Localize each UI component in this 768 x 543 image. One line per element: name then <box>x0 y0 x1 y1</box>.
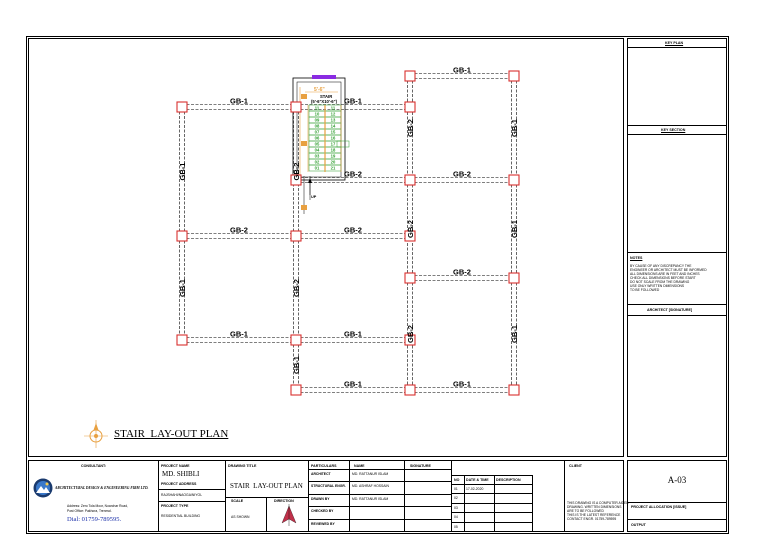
particular-role: ARCHITECT <box>311 472 331 476</box>
step-number: 05 <box>314 141 320 147</box>
project-name-label: PROJECT NAME <box>161 464 190 468</box>
step-number: 11 <box>314 105 320 111</box>
dimension-marker <box>301 94 307 99</box>
key-plan-label: KEY PLAN <box>665 41 684 45</box>
scale-label: SCALE <box>231 499 244 503</box>
divider <box>452 531 532 532</box>
divider <box>159 489 225 490</box>
up-label: UP <box>311 195 317 199</box>
beam-label: GB-1 <box>344 379 362 389</box>
divider <box>532 475 533 531</box>
divider <box>404 461 405 531</box>
revision-header: DESCRIPTION <box>496 478 521 482</box>
note-line: ENGINEER OR ARCHITECT MUST BE INFORMED <box>630 268 707 272</box>
client-notes <box>567 501 629 521</box>
column <box>405 102 415 112</box>
particulars-cell <box>309 461 452 531</box>
column <box>177 231 187 241</box>
step-number: 14 <box>330 123 336 129</box>
project-name: MD. SHIBLI <box>162 470 200 478</box>
note-line: BY CAUSE OF ANY DISCREPANCY THE <box>630 264 692 268</box>
particular-name: MD. RATTANUR ISLAM <box>352 496 389 501</box>
step-number: 12 <box>330 111 336 117</box>
divider <box>628 519 726 520</box>
project-address: RAJSHAHI/NAOGA/NIYOL <box>161 493 203 497</box>
title-block <box>28 460 629 532</box>
step-number: 02 <box>314 159 320 165</box>
revision-number: 04 <box>454 515 458 520</box>
divider <box>452 503 532 504</box>
divider <box>452 512 532 513</box>
beam-label: GB-1 <box>230 96 248 106</box>
beam-label: GB-1 <box>344 96 362 106</box>
revision-header: NO <box>454 478 460 482</box>
step-number: 04 <box>314 147 320 153</box>
column <box>177 102 187 112</box>
address-line: Address: Zero Tola Moor, Noarchar Road, <box>67 504 128 508</box>
divider <box>349 461 350 531</box>
beam-label: GB-2 <box>344 169 362 179</box>
dimension-marker <box>301 141 307 146</box>
column <box>291 335 301 345</box>
drawing-title: STAIR LAY-OUT PLAN <box>230 482 303 490</box>
project-type: RESIDENTIAL BUILDING <box>161 514 201 518</box>
drawing-title-label: DRAWING TITLE <box>228 464 257 468</box>
revision-header: DATE & TIME <box>466 478 489 482</box>
architect-signature-label: ARCHITECT [SIGNATURE] <box>647 308 693 312</box>
step-number: 20 <box>330 159 336 165</box>
beam-label: GB-2 <box>453 267 471 277</box>
beam-label: GB-1 <box>453 379 471 389</box>
column <box>405 175 415 185</box>
step-number: 18 <box>330 147 336 153</box>
address-line: Post Office: Pakhora, Trenmol. <box>67 509 112 513</box>
divider <box>309 481 451 482</box>
particulars-label: PARTICULARS <box>311 464 337 468</box>
column <box>291 231 301 241</box>
divider <box>452 522 532 523</box>
beam-label: GB-1 <box>230 329 248 339</box>
dimension-marker <box>301 205 307 210</box>
company-logo-icon <box>33 478 53 498</box>
side-panel <box>627 38 727 457</box>
north-compass-icon <box>84 420 108 448</box>
drawing-title-cell <box>226 461 309 531</box>
divider <box>226 497 308 498</box>
step-number: 09 <box>314 117 320 123</box>
landing-dimension: 5'-6" <box>314 87 325 93</box>
up-arrow-icon <box>308 178 312 183</box>
sheet-number-block <box>627 460 727 532</box>
client-note-line: THIS IS THE LATEST REFERENCE <box>567 513 621 517</box>
revision-number: 03 <box>454 505 458 510</box>
client-note-line: ARE TO BE FOLLOWED <box>567 509 604 513</box>
note-line: USE ONLY WRITTEN DIMENSIONS <box>630 284 685 288</box>
beam-label: GB-1 <box>510 119 519 137</box>
notes-text <box>630 264 724 292</box>
step-number: 16 <box>330 135 336 141</box>
stair-size: (5'-6"X10'-6") <box>311 99 337 104</box>
beam-label: GB-2 <box>406 220 415 238</box>
beam-label: GB-2 <box>292 279 301 297</box>
revision-date: 17-02-2020 <box>466 487 484 491</box>
beam-label: GB-1 <box>178 279 187 297</box>
note-line: ALL DIMENSIONS ARE IN FEET AND INCHES <box>630 272 700 276</box>
column <box>509 175 519 185</box>
divider <box>309 494 451 495</box>
divider <box>628 315 726 316</box>
step-number: 21 <box>330 165 336 171</box>
plan-title: STAIR LAY-OUT PLAN <box>114 428 229 440</box>
note-line: DO NOT SCALE FROM THE DRAWING <box>630 280 690 284</box>
beam-label: GB-1 <box>510 325 519 343</box>
beam-label: GB-1 <box>292 356 301 374</box>
divider <box>266 497 267 531</box>
step-number: 10 <box>314 111 320 117</box>
revision-number: 01 <box>454 487 458 491</box>
beam-label: GB-1 <box>510 220 519 238</box>
step-number: 08 <box>314 123 320 129</box>
project-cell <box>159 461 226 531</box>
column <box>509 71 519 81</box>
stair-label: STAIR <box>320 94 333 99</box>
consultant-cell <box>29 461 159 531</box>
beam-label: GB-1 <box>453 65 471 75</box>
step-number: 11 <box>330 105 336 111</box>
direction-label: DIRECTION <box>274 499 294 503</box>
project-address-label: PROJECT ADDRESS <box>161 482 197 486</box>
divider <box>628 502 726 503</box>
name-label: NAME <box>354 464 365 468</box>
divider <box>309 469 451 470</box>
column <box>291 385 301 395</box>
step-number: 06 <box>314 135 320 141</box>
beam-label: GB-2 <box>292 162 301 181</box>
divider <box>159 501 225 502</box>
divider <box>628 125 726 126</box>
column <box>509 273 519 283</box>
beam-label: GB-2 <box>344 225 362 235</box>
project-type-label: PROJECT TYPE <box>161 504 189 508</box>
step-number: 01 <box>314 165 320 171</box>
step-number: 15 <box>330 129 336 135</box>
output-label: OUTPUT <box>631 523 646 527</box>
note-line: TO BE FOLLOWED <box>630 288 660 292</box>
particular-role: REVIEWED BY <box>311 521 335 526</box>
step-number: 17 <box>330 141 336 147</box>
client-note-line: CONTACT ENGR. 01759-789595 <box>567 517 617 521</box>
revision-number: 05 <box>454 524 458 529</box>
beam-label: GB-2 <box>406 119 415 137</box>
divider <box>628 47 726 48</box>
column <box>405 273 415 283</box>
beam-label: GB-1 <box>344 329 362 339</box>
divider <box>309 519 451 520</box>
stair-door <box>312 75 336 79</box>
key-section-label: KEY SECTION <box>661 128 686 132</box>
client-note-line: DRAWING. WRITTEN DIMENSIONS <box>567 505 622 509</box>
client-label: CLIENT <box>569 464 582 468</box>
column <box>405 385 415 395</box>
divider <box>452 493 532 494</box>
beam-label: GB-1 <box>178 162 187 181</box>
column <box>177 335 187 345</box>
column <box>405 71 415 81</box>
particular-role: CHECKED BY <box>311 509 334 514</box>
client-cell <box>565 461 629 531</box>
divider <box>628 134 726 135</box>
beam-label: GB-2 <box>230 225 248 235</box>
column <box>291 102 301 112</box>
particular-name: MD. ASHRAF HOSSAIN <box>352 484 389 489</box>
project-allocation-label: PROJECT ALLOCATION [ISSUE] <box>631 505 687 509</box>
beam-label: GB-2 <box>453 169 471 179</box>
divider <box>628 304 726 305</box>
north-arrow-icon <box>279 504 299 526</box>
sheet-number: A-03 <box>667 475 687 485</box>
note-line: CHECK ALL DIMENSIONS BEFORE START <box>630 276 696 280</box>
step-number: 19 <box>330 153 336 159</box>
client-note-line: THIS DRAWING IS A COMPUTER AIDED <box>567 501 629 505</box>
consultant-name: ARCHITECTURAL DESIGN & ENGINEERING FIRM LTD. <box>55 486 149 490</box>
step-number: 07 <box>314 129 320 135</box>
scale-value: AS SHOWN <box>231 515 250 519</box>
revision-number: 02 <box>454 496 458 501</box>
revisions-cell <box>452 461 565 531</box>
beam-label: GB-2 <box>406 325 415 343</box>
step-number: 03 <box>314 153 320 159</box>
landing-step <box>337 141 349 147</box>
particular-name: MD. RATTANUR ISLAM <box>352 472 389 476</box>
dial-number: Dial: 01759-789595. <box>67 516 122 523</box>
particular-role: DRAWN BY <box>311 496 330 501</box>
particular-role: STRUCTURAL ENGR. <box>311 484 346 489</box>
step-number: 13 <box>330 117 336 123</box>
signature-label: SIGNATURE <box>410 464 431 468</box>
divider <box>309 506 451 507</box>
notes-heading: NOTES <box>630 256 643 260</box>
consultant-label: CONSULTANT: <box>81 464 107 468</box>
divider <box>628 252 726 253</box>
column <box>509 385 519 395</box>
